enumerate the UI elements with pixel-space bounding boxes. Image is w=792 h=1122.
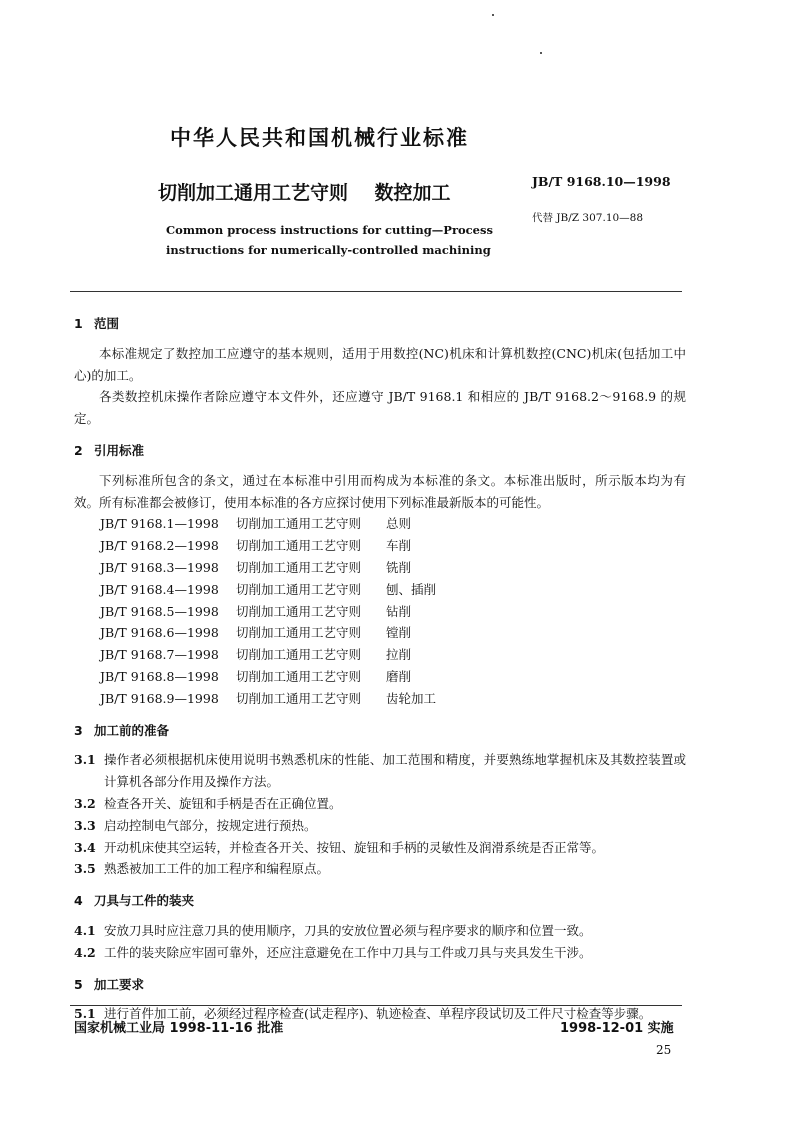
section-number: 4	[74, 893, 83, 909]
reference-part: 铣削	[386, 559, 412, 575]
clause-number: 3.1	[74, 752, 96, 768]
section-1-heading	[74, 313, 686, 335]
reference-row	[74, 666, 686, 688]
section-number: 3	[74, 722, 83, 738]
clause-text: 安放刀具时应注意刀具的使用顺序，刀具的安放位置必须与程序要求的顺序和位置一致。	[104, 922, 592, 938]
clause-3-1	[74, 749, 686, 793]
reference-part: 齿轮加工	[386, 690, 437, 706]
section-title: 刀具与工件的装夹	[94, 893, 195, 909]
footer-divider	[70, 1005, 682, 1006]
section-title: 加工前的准备	[94, 722, 170, 738]
reference-code: JB/T 9168.6—1998	[100, 625, 219, 641]
reference-code: JB/T 9168.4—1998	[100, 581, 219, 597]
clause-number: 3.2	[74, 795, 96, 811]
reference-part: 车削	[386, 538, 412, 554]
header-divider	[70, 291, 682, 292]
standard-number: JB/T 9168.10—1998	[532, 174, 671, 189]
reference-code: JB/T 9168.5—1998	[100, 603, 219, 619]
reference-code: JB/T 9168.1—1998	[100, 516, 219, 532]
reference-title: 切削加工通用工艺守则	[236, 603, 362, 619]
section-title: 范围	[94, 316, 120, 331]
clause-3-2	[74, 793, 686, 815]
document-body	[74, 307, 686, 1025]
approval-line: 国家机械工业局 1998-11-16 批准	[74, 1021, 284, 1036]
clause-4-2	[74, 942, 686, 964]
reference-row	[74, 557, 686, 579]
reference-part: 总则	[386, 516, 412, 532]
clause-number: 4.2	[74, 944, 96, 960]
section-3-heading	[74, 720, 686, 742]
paragraph: 本标准规定了数控加工应遵守的基本规则，适用于用数控(NC)机床和计算机数控(CNC)机床(包括加工中心)的加工。	[74, 345, 686, 383]
reference-title: 切削加工通用工艺守则	[236, 668, 362, 684]
reference-title: 切削加工通用工艺守则	[236, 690, 362, 706]
clause-number: 3.4	[74, 839, 96, 855]
clause-text: 开动机床使其空运转，并检查各开关、按钮、旋钮和手柄的灵敏性及润滑系统是否正常等。	[104, 839, 605, 855]
scan-speck	[540, 52, 542, 54]
reference-code: JB/T 9168.9—1998	[100, 690, 219, 706]
reference-list	[74, 513, 686, 709]
clause-number: 5.1	[74, 1006, 96, 1022]
clause-text: 熟悉被加工工件的加工程序和编程原点。	[104, 861, 330, 877]
reference-row	[74, 622, 686, 644]
reference-row	[74, 601, 686, 623]
reference-code: JB/T 9168.2—1998	[100, 538, 219, 554]
reference-title: 切削加工通用工艺守则	[236, 647, 362, 663]
clause-3-5	[74, 858, 686, 880]
reference-title: 切削加工通用工艺守则	[236, 538, 362, 554]
clause-text: 操作者必须根据机床使用说明书熟悉机床的性能、加工范围和精度，并要熟练地掌握机床及其数控装置或计算机各部分作用及操作方法。	[104, 752, 686, 790]
reference-part: 磨削	[386, 668, 412, 684]
section-2-heading	[74, 440, 686, 462]
clause-text: 工件的装夹除应牢固可靠外，还应注意避免在工作中刀具与工件或刀具与夹具发生干涉。	[104, 944, 592, 960]
english-title-line-1: Common process instructions for cutting—Process	[166, 223, 493, 237]
reference-part: 拉削	[386, 647, 412, 663]
english-title	[166, 220, 493, 260]
implementation-date: 1998-12-01 实施	[560, 1021, 674, 1036]
section-number: 5	[74, 976, 83, 992]
english-title-line-2: instructions for numerically-controlled machining	[166, 243, 491, 257]
section-title: 引用标准	[94, 442, 145, 458]
scan-speck	[492, 14, 494, 16]
paragraph: 各类数控机床操作者除应遵守本文件外，还应遵守 JB/T 9168.1 和相应的 JB/T 9168.2～9168.9 的规定。	[74, 389, 686, 427]
clause-4-1	[74, 920, 686, 942]
reference-code: JB/T 9168.3—1998	[100, 559, 219, 575]
page-number: 25	[656, 1043, 672, 1057]
reference-title: 切削加工通用工艺守则	[236, 559, 362, 575]
org-title: 中华人民共和国机械行业标准	[170, 126, 469, 150]
reference-title: 切削加工通用工艺守则	[236, 516, 362, 532]
reference-title: 切削加工通用工艺守则	[236, 581, 362, 597]
clause-text: 启动控制电气部分，按规定进行预热。	[104, 817, 317, 833]
section-5-heading	[74, 974, 686, 996]
reference-code: JB/T 9168.8—1998	[100, 668, 219, 684]
clause-number: 4.1	[74, 922, 96, 938]
reference-part: 刨、插削	[386, 581, 437, 597]
clause-number: 3.5	[74, 861, 96, 877]
reference-row	[74, 579, 686, 601]
section-number: 2	[74, 442, 83, 458]
reference-row	[74, 688, 686, 710]
clause-3-4	[74, 837, 686, 859]
section-4-heading	[74, 890, 686, 912]
document-title: 切削加工通用工艺守则 数控加工	[158, 182, 451, 204]
clause-3-3	[74, 815, 686, 837]
reference-part: 钻削	[386, 603, 412, 619]
paragraph: 下列标准所包含的条文，通过在本标准中引用而构成为本标准的条文。本标准出版时，所示版本均为有效。所有标准都会被修订，使用本标准的各方应探讨使用下列标准最新版本的可能性。	[74, 472, 686, 510]
reference-code: JB/T 9168.7—1998	[100, 647, 219, 663]
reference-title: 切削加工通用工艺守则	[236, 625, 362, 641]
replaces-standard: 代替 JB/Z 307.10—88	[532, 212, 644, 224]
reference-part: 镗削	[386, 625, 412, 641]
clause-number: 3.3	[74, 817, 96, 833]
section-title: 加工要求	[94, 976, 145, 992]
section-number: 1	[74, 316, 83, 331]
clause-text: 进行首件加工前，必须经过程序检查(试走程序)、轨迹检查、单程序段试切及工件尺寸检查等步骤。	[104, 1006, 652, 1022]
clause-text: 检查各开关、旋钮和手柄是否在正确位置。	[104, 795, 342, 811]
reference-row	[74, 644, 686, 666]
reference-row	[74, 513, 686, 535]
reference-row	[74, 535, 686, 557]
